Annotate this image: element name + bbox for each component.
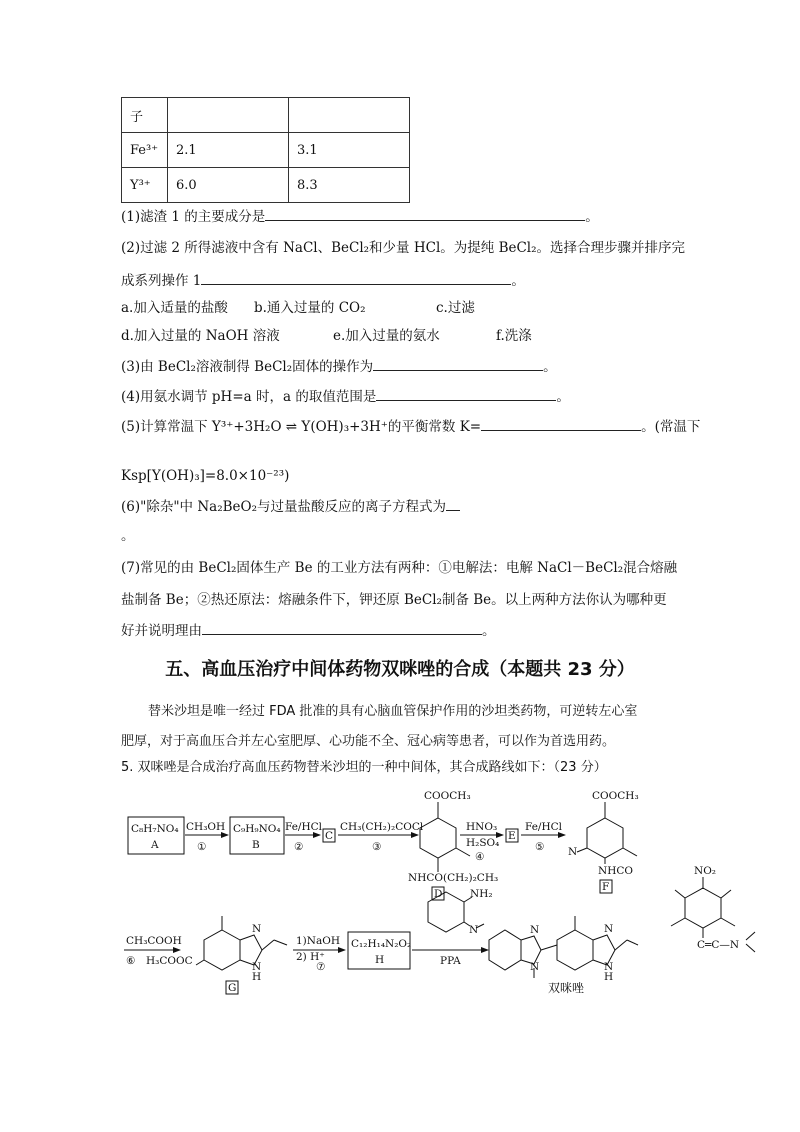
side-chain-label: C═C—N xyxy=(697,939,740,951)
period: 。 xyxy=(543,359,557,375)
table-cell: Y³⁺ xyxy=(122,168,168,203)
step-7-bottom-reagent: 2) H⁺ xyxy=(296,951,325,963)
question-7-line-1: (7)常见的由 BeCl₂固体生产 Be 的工业方法有两种：①电解法：电解 NaCl－BeCl₂混合熔融 xyxy=(121,560,678,576)
option-d: d.加入过量的 NaOH 溶液 xyxy=(121,328,280,344)
period: 。 xyxy=(482,623,496,639)
answer-blank[interactable] xyxy=(373,356,543,371)
step-1-number: ① xyxy=(197,841,207,853)
step-5-reagent: Fe/HCl xyxy=(525,821,563,833)
box-g-label: G xyxy=(228,982,237,994)
step-2-reagent: Fe/HCl xyxy=(285,821,323,833)
benzene-ring-g xyxy=(204,930,240,970)
box-d-label: D xyxy=(434,888,443,900)
step-2-number: ② xyxy=(294,841,304,853)
product-nh-label: N xyxy=(604,961,614,973)
benzene-ring-product-left xyxy=(489,930,521,970)
amine-n-label: N xyxy=(469,924,479,936)
period: 。 xyxy=(556,389,570,405)
table-cell xyxy=(289,98,410,133)
options-row-1 xyxy=(121,298,475,318)
question-2-line-1: (2)过滤 2 所得滤液中含有 NaCl、BeCl₂和少量 HCl。为提纯 BeCl₂。选择合理步骤并排序完 xyxy=(121,240,686,256)
table-cell xyxy=(168,98,289,133)
question-text: (6)"除杂"中 Na₂BeO₂与过量盐酸反应的离子方程式为 xyxy=(121,499,446,515)
f-n-label: N xyxy=(568,846,578,858)
option-e: e.加入过量的氨水 xyxy=(333,328,440,344)
step-4-number: ④ xyxy=(475,851,485,863)
question-5-heading: 5. 双咪唑是合成治疗高血压药物替米沙坦的一种中间体，其合成路线如下：（23 分） xyxy=(121,760,607,775)
product-h-label: H xyxy=(604,971,614,983)
benzene-ring-product-right xyxy=(557,930,593,970)
options-row-2 xyxy=(121,326,532,346)
question-text: (3)由 BeCl₂溶液制得 BeCl₂固体的操作为 xyxy=(121,359,374,375)
table-cell: 6.0 xyxy=(168,168,289,203)
table-row xyxy=(122,168,410,203)
box-c-label: C xyxy=(325,830,334,842)
d-amide-label: NHCO(CH₂)₂CH₃ xyxy=(408,872,499,884)
step-5-number: ⑤ xyxy=(535,841,545,853)
intro-line-1: 替米沙坦是唯一经过 FDA 批准的具有心脑血管保护作用的沙坦类药物，可逆转左心室 xyxy=(148,704,638,719)
box-h-label: H xyxy=(375,954,385,966)
question-1 xyxy=(121,206,599,227)
table-cell: Fe³⁺ xyxy=(122,133,168,168)
box-e-label: E xyxy=(508,830,516,842)
synthesis-scheme xyxy=(0,780,800,1040)
f-ester-label: COOCH₃ xyxy=(592,790,639,802)
table-cell: 8.3 xyxy=(289,168,410,203)
step-3-reagent: CH₃(CH₂)₂COCl xyxy=(340,821,424,833)
table-row xyxy=(122,133,410,168)
answer-blank[interactable] xyxy=(481,416,641,431)
question-2-line-2 xyxy=(121,270,525,291)
step-7-number: ⑦ xyxy=(316,961,326,973)
step-1-reagent: CH₃OH xyxy=(186,821,226,833)
option-c: c.过滤 xyxy=(436,300,475,316)
question-5-ksp: Ksp[Y(OH)₃]=8.0×10⁻²³) xyxy=(121,468,290,484)
f-amide-label: NHCO xyxy=(598,865,633,877)
table-row xyxy=(122,98,410,133)
box-b-label: B xyxy=(252,839,260,851)
option-a: a.加入适量的盐酸 xyxy=(121,300,228,316)
question-text: 成系列操作 1 xyxy=(121,273,202,289)
box-h-formula: C₁₂H₁₄N₂O₂ xyxy=(351,938,412,950)
benzene-ring-f xyxy=(587,818,623,858)
step-7-top-reagent: 1)NaOH xyxy=(296,935,340,947)
table-cell: 2.1 xyxy=(168,133,289,168)
ion-ph-table xyxy=(121,97,410,203)
option-b: b.通入过量的 CO₂ xyxy=(254,300,366,316)
box-b-formula: C₉H₉NO₄ xyxy=(233,823,281,835)
amine-nh2-label: NH₂ xyxy=(470,888,493,900)
period: 。 xyxy=(585,209,599,225)
g-h-label: H xyxy=(252,971,262,983)
g-nh-label: N xyxy=(252,961,262,973)
box-f-label: F xyxy=(602,881,610,893)
question-6-end: 。 xyxy=(121,528,135,544)
product-n-label: N xyxy=(530,924,540,936)
question-text: (1)滤渣 1 的主要成分是 xyxy=(121,209,266,225)
answer-blank[interactable] xyxy=(446,496,460,511)
answer-blank[interactable] xyxy=(202,620,482,635)
step-4-bottom-reagent: H₂SO₄ xyxy=(466,837,500,849)
side-no2-label: NO₂ xyxy=(694,865,717,877)
question-text: 。(常温下 xyxy=(641,419,701,435)
box-a-label: A xyxy=(151,839,159,851)
step-4-top-reagent: HNO₃ xyxy=(466,821,498,833)
answer-blank[interactable] xyxy=(376,386,556,401)
answer-blank[interactable] xyxy=(201,270,511,285)
question-5 xyxy=(121,416,700,437)
section-title: 五、高血压治疗中间体药物双咪唑的合成（本题共 23 分） xyxy=(165,659,635,680)
answer-blank[interactable] xyxy=(265,206,585,221)
question-text: (4)用氨水调节 pH=a 时，a 的取值范围是 xyxy=(121,389,377,405)
box-a-formula: C₈H₇NO₄ xyxy=(131,823,179,835)
imidazole-ring-product-left xyxy=(521,936,541,964)
period: 。 xyxy=(511,273,525,289)
step-3-number: ③ xyxy=(372,841,382,853)
d-ester-label: COOCH₃ xyxy=(424,790,471,802)
table-cell: 3.1 xyxy=(289,133,410,168)
question-4 xyxy=(121,386,570,407)
g-n-label: N xyxy=(252,923,262,935)
table-cell: 子 xyxy=(122,98,168,133)
question-text: (5)计算常温下 Y³⁺+3H₂O ⇌ Y(OH)₃+3H⁺的平衡常数 K= xyxy=(121,419,482,435)
g-ester-label: H₃COOC xyxy=(146,955,193,967)
option-f: f.洗涤 xyxy=(496,328,532,344)
ppa-reagent: PPA xyxy=(440,955,461,967)
benzene-ring-d xyxy=(420,818,456,858)
product-name: 双咪唑 xyxy=(548,981,585,995)
question-7-line-3 xyxy=(121,620,496,641)
intro-line-2: 肥厚，对于高血压合并左心室肥厚、心功能不全、冠心病等患者，可以作为首选用药。 xyxy=(121,734,616,749)
question-6 xyxy=(121,496,460,517)
product-n-label: N xyxy=(530,961,540,973)
benzene-ring-side xyxy=(685,888,721,928)
question-text: 好并说明理由 xyxy=(121,623,202,639)
product-n-label: N xyxy=(604,923,614,935)
step-6-number: ⑥ xyxy=(126,955,136,967)
step-6-reagent: CH₃COOH xyxy=(126,935,182,947)
question-3 xyxy=(121,356,557,377)
question-7-line-2: 盐制备 Be；②热还原法：熔融条件下，钾还原 BeCl₂制备 Be。以上两种方法你认为哪种更 xyxy=(121,592,667,608)
